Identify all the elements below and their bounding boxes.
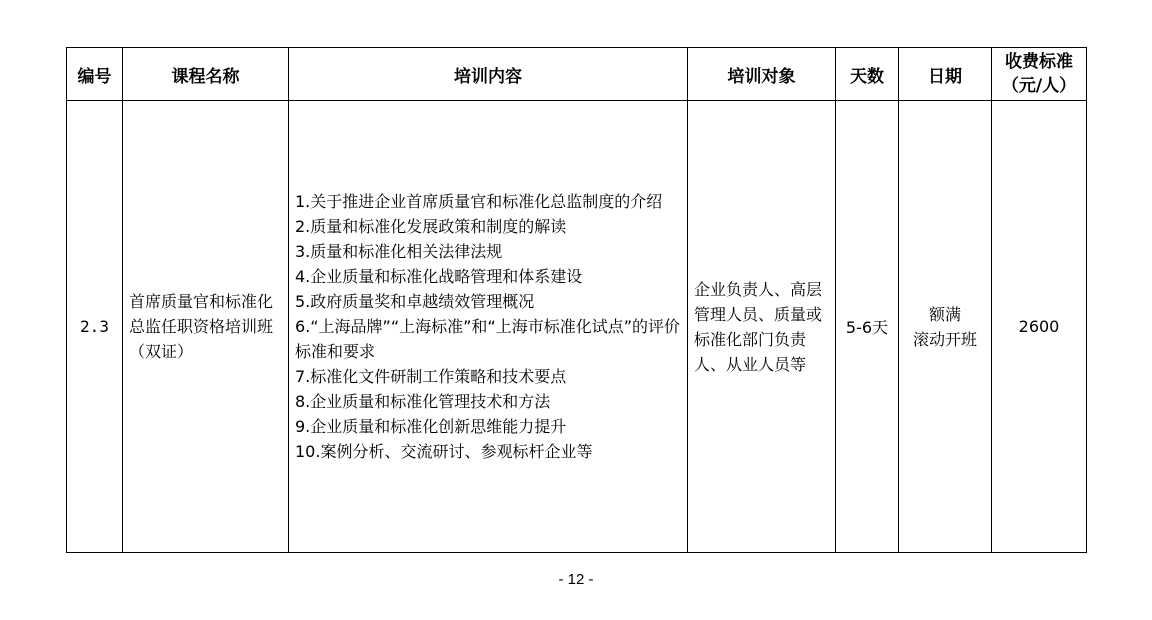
content-item: 8.企业质量和标准化管理技术和方法 — [295, 392, 551, 411]
training-course-table — [66, 47, 1087, 553]
course-code: 2.3 — [67, 101, 123, 553]
training-content-cell — [289, 101, 688, 553]
header-fee-line1: 收费标准 — [1005, 52, 1073, 72]
content-item: 10.案例分析、交流研讨、参观标杆企业等 — [295, 442, 593, 461]
date-line2: 滚动开班 — [912, 329, 977, 349]
header-row — [67, 48, 1087, 101]
header-training-target: 培训对象 — [688, 48, 836, 101]
content-item: 3.质量和标准化相关法律法规 — [295, 242, 503, 261]
content-item: 7.标准化文件研制工作策略和技术要点 — [295, 367, 567, 386]
table-row — [67, 101, 1087, 553]
content-item: 9.企业质量和标准化创新思维能力提升 — [295, 417, 567, 436]
header-training-content: 培训内容 — [289, 48, 688, 101]
header-course-name: 课程名称 — [123, 48, 289, 101]
training-fee: 2600 — [992, 101, 1087, 553]
training-target: 企业负责人、高层管理人员、质量或标准化部门负责人、从业人员等 — [688, 101, 836, 553]
content-item: 1.关于推进企业首席质量官和标准化总监制度的介绍 — [295, 192, 663, 211]
header-date: 日期 — [899, 48, 992, 101]
header-fee — [992, 48, 1087, 101]
training-content-list — [295, 189, 681, 464]
date-line1: 额满 — [928, 304, 961, 324]
content-item: 5.政府质量奖和卓越绩效管理概况 — [295, 292, 535, 311]
page-number: - 12 - — [558, 571, 594, 588]
content-item: 6.“上海品牌”“上海标准”和“上海市标准化试点”的评价标准和要求 — [295, 317, 681, 361]
header-fee-line2: （元/人） — [1001, 76, 1077, 96]
header-days: 天数 — [836, 48, 899, 101]
header-no: 编号 — [67, 48, 123, 101]
training-days: 5-6天 — [836, 101, 899, 553]
content-item: 2.质量和标准化发展政策和制度的解读 — [295, 217, 567, 236]
content-item: 4.企业质量和标准化战略管理和体系建设 — [295, 267, 583, 286]
course-name: 首席质量官和标准化总监任职资格培训班（双证） — [123, 101, 289, 553]
training-date — [899, 101, 992, 553]
